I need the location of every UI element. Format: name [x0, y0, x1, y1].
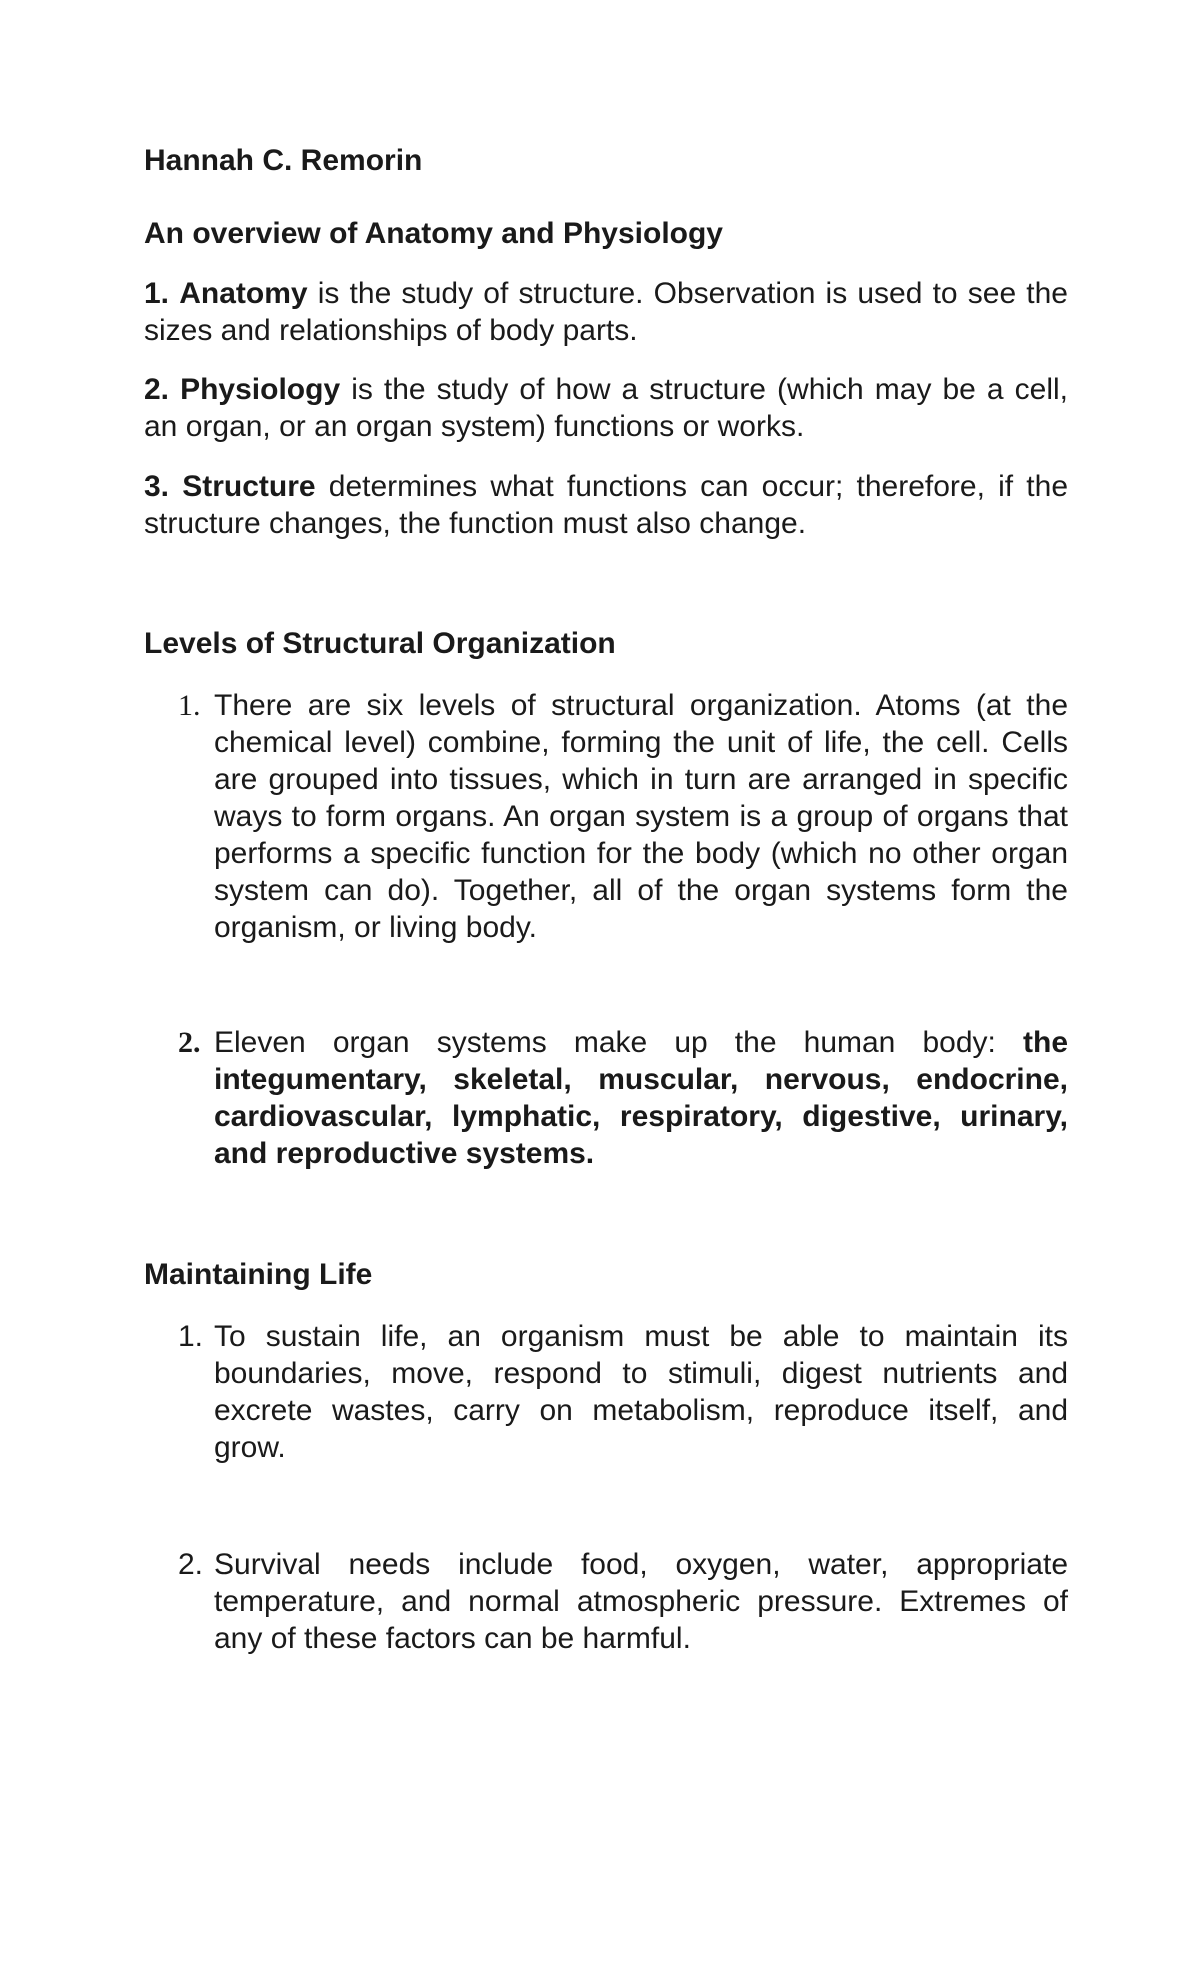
overview-item-term: Physiology [180, 373, 341, 406]
overview-section-title [144, 215, 1068, 252]
overview-item-number: 3. [144, 470, 170, 503]
levels-list-item [144, 687, 1068, 946]
overview-item-text: is the study of structure. Observation is used to see the sizes and relationships of body parts. [144, 277, 1068, 347]
list-item-text: There are six levels of structural organization. Atoms (at the chemical level) combine, forming the unit of life, the cell. Cells are grouped into tissues, which in turn are arranged in specific ways to form organs. An organ system is a group of organs that performs a specific function for the body (which no other organ system can do). Together, all of the organ systems form the organism, or living body. [214, 689, 1068, 944]
list-item-number: 1. [178, 689, 201, 722]
author-name [144, 142, 1068, 179]
organ-systems-list: the integumentary, skeletal, muscular, nervous, endocrine, cardiovascular, lymphatic, respiratory, digestive, urinary, and reproductive systems. [214, 1026, 1068, 1170]
levels-list-item [144, 1024, 1068, 1172]
overview-item-text: determines what functions can occur; therefore, if the structure changes, the function must also change. [144, 470, 1069, 540]
overview-title-text: An overview of Anatomy and Physiology [144, 217, 723, 250]
overview-item-anatomy [144, 275, 1068, 349]
levels-section-title [144, 625, 1068, 662]
overview-item-number: 2. [144, 373, 170, 406]
list-item-text: Survival needs include food, oxygen, water, appropriate temperature, and normal atmospheric pressure. Extremes of any of these factors can be harmful. [214, 1548, 1068, 1655]
maintaining-list-item [144, 1318, 1068, 1466]
overview-item-paragraph [144, 468, 1068, 542]
overview-item-physiology [144, 371, 1068, 445]
list-item-number: 2. [178, 1026, 201, 1059]
overview-item-term: Anatomy [179, 277, 308, 310]
levels-title-text: Levels of Structural Organization [144, 627, 616, 660]
maintaining-title-text: Maintaining Life [144, 1258, 373, 1291]
overview-item-paragraph [144, 371, 1068, 445]
list-item-number: 2. [178, 1548, 204, 1581]
overview-item-term: Structure [182, 470, 316, 503]
author-name-text: Hannah C. Remorin [144, 144, 423, 177]
overview-item-text: is the study of how a structure (which may be a cell, an organ, or an organ system) functions or works. [144, 373, 1068, 443]
list-item-plain-text: Eleven organ systems make up the human body: [214, 1026, 1023, 1059]
list-item-text [214, 1024, 1068, 1172]
overview-item-number: 1. [144, 277, 170, 310]
maintaining-section-title [144, 1256, 1068, 1293]
overview-item-paragraph [144, 275, 1068, 349]
list-item-number: 1. [178, 1320, 204, 1353]
maintaining-list-item [144, 1546, 1068, 1657]
list-item-text: To sustain life, an organism must be able to maintain its boundaries, move, respond to stimuli, digest nutrients and excrete wastes, carry on metabolism, reproduce itself, and grow. [214, 1320, 1068, 1464]
overview-item-structure [144, 468, 1068, 542]
